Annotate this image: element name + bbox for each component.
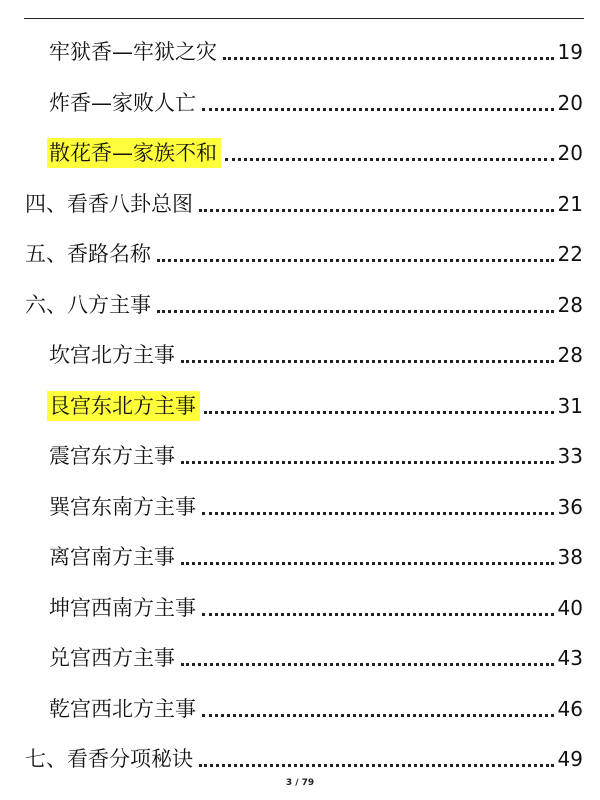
toc-entry-page: 19: [557, 40, 583, 64]
toc-entry-title: 兑宫西方主事: [49, 646, 175, 670]
toc-entry-title: 震宫东方主事: [49, 444, 175, 468]
toc-entry-title: 七、看香分项秘诀: [25, 747, 193, 771]
toc-entry-title: 乾宫西北方主事: [49, 697, 196, 721]
toc-entry-page: 46: [557, 697, 583, 721]
toc-entry-page: 43: [557, 646, 583, 670]
toc-entry[interactable]: [47, 336, 583, 370]
page-indicator: 3 / 79: [285, 778, 315, 788]
toc-entry-title-highlighted: 艮宫东北方主事: [47, 391, 200, 421]
toc-dot-leader: [202, 108, 554, 111]
toc-entry-title: 坤宫西南方主事: [49, 596, 196, 620]
toc-dot-leader: [157, 310, 554, 313]
toc-entry-page: 21: [557, 192, 583, 216]
toc-entry-title: 五、香路名称: [25, 242, 151, 266]
toc-entry-page: 28: [557, 293, 583, 317]
toc-dot-leader: [181, 360, 554, 363]
toc-entry[interactable]: [47, 84, 583, 118]
toc-dot-leader: [223, 57, 554, 60]
toc-entry[interactable]: [47, 488, 583, 522]
toc-entry-page: 31: [557, 394, 583, 418]
toc-entry-title-highlighted: 散花香—家族不和: [47, 138, 221, 168]
toc-entry-page: 33: [557, 444, 583, 468]
toc-entry-title: 坎宫北方主事: [49, 343, 175, 367]
toc-entry-title: 离宫南方主事: [49, 545, 175, 569]
toc-dot-leader: [181, 461, 554, 464]
toc-entry-page: 38: [557, 545, 583, 569]
toc-dot-leader: [157, 259, 554, 262]
toc-dot-leader: [225, 158, 554, 161]
toc-entry-page: 28: [557, 343, 583, 367]
toc-entry[interactable]: [47, 33, 583, 67]
toc-dot-leader: [181, 663, 554, 666]
toc-entry[interactable]: [47, 690, 583, 724]
toc-entry-page: 40: [557, 596, 583, 620]
toc-entry[interactable]: [23, 286, 583, 320]
toc-entry[interactable]: [23, 185, 583, 219]
toc-dot-leader: [202, 613, 554, 616]
toc-dot-leader: [202, 512, 554, 515]
header-rule: [24, 18, 584, 19]
toc-dot-leader: [199, 764, 554, 767]
toc-entry[interactable]: [47, 589, 583, 623]
toc-entry-title: 巽宫东南方主事: [49, 495, 196, 519]
toc-entry-page: 20: [557, 141, 583, 165]
toc-entry-page: 36: [557, 495, 583, 519]
toc-entry[interactable]: [23, 235, 583, 269]
toc-entry-title: 炸香—家败人亡: [49, 91, 196, 115]
toc-entry-page: 49: [557, 747, 583, 771]
toc-entry[interactable]: [23, 740, 583, 774]
toc-entry-title: 六、八方主事: [25, 293, 151, 317]
toc-entry-page: 22: [557, 242, 583, 266]
toc-dot-leader: [202, 714, 554, 717]
toc-entry[interactable]: [47, 437, 583, 471]
toc-dot-leader: [204, 411, 554, 414]
toc-entry-page: 20: [557, 91, 583, 115]
toc-entry[interactable]: [47, 134, 583, 168]
toc-entry[interactable]: [47, 639, 583, 673]
toc-entry-title: 四、看香八卦总图: [25, 192, 193, 216]
toc-entry[interactable]: [47, 387, 583, 421]
toc-entry[interactable]: [47, 538, 583, 572]
toc-dot-leader: [199, 209, 554, 212]
toc-dot-leader: [181, 562, 554, 565]
toc-entry-title: 牢狱香—牢狱之灾: [49, 40, 217, 64]
